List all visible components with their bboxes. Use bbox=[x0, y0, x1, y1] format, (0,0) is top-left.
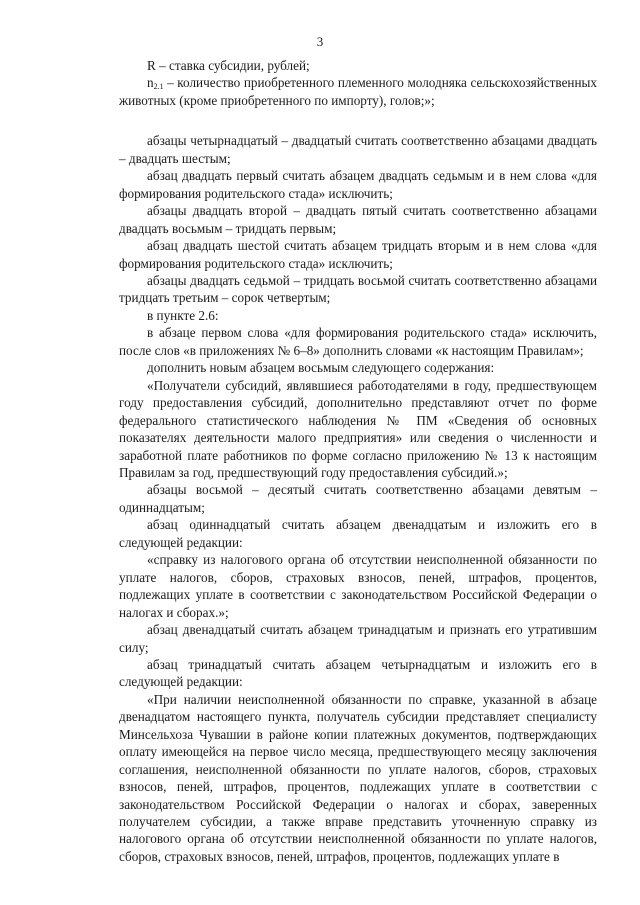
paragraph: абзацы восьмой – десятый считать соответственно абзацами девятым – одиннадцатым; bbox=[119, 482, 597, 515]
variable-n-symbol: n bbox=[147, 75, 154, 91]
paragraph: абзацы четырнадцатый – двадцатый считать соответственно абзацами двадцать – двадцать шестым; bbox=[119, 133, 597, 166]
paragraph: абзацы двадцать седьмой – тридцать восьмой считать соответственно абзацами тридцать третьим – сорок четвертым; bbox=[119, 272, 597, 306]
paragraph-gap bbox=[119, 109, 597, 132]
paragraph: абзац тринадцатый считать абзацем четырнадцатым и изложить его в следующей редакции: bbox=[119, 656, 597, 690]
paragraph: «При наличии неисполненной обязанности по справке, указанной в абзаце двенадцатом настоящего пункта, получатель субсидии представляет специалисту Минсельхоза Чувашии в районе копии платежных документов, подтверждающих оплату имеющейся на первое число месяца, предшествующего месяцу заключения соглашения, неисполненной обязанности по уплате налогов, сборов, страховых взносов, пеней, штрафов, процентов, подлежащих уплате в соответствии с законодательством Российской Федерации о налогах и сборах, заверенных получателем субсидии, а также вправе представить уточненную справку из налогового органа об отсутствии неисполненной обязанности по уплате налогов, сборов, страховых взносов, пеней, штрафов, процентов, подлежащих уплате в bbox=[119, 691, 597, 864]
paragraph: «справку из налогового органа об отсутствии неисполненной обязанности по уплате налогов, сборов, страховых взносов, пеней, штрафов, процентов, подлежащих уплате в соответствии с законодательством Российской Федерации о налогах и сборах.»; bbox=[119, 552, 597, 620]
variable-n-text: – количество приобретенного племенного молодняка сельскохозяйственных животных (кроме приобретенного по импорту), голов;»; bbox=[119, 75, 597, 108]
document-body bbox=[119, 57, 597, 865]
variable-n-subscript: 2.1 bbox=[153, 82, 164, 92]
page-number: 3 bbox=[316, 34, 324, 49]
paragraph: абзацы двадцать второй – двадцать пятый считать соответственно абзацами двадцать восьмым – тридцать первым; bbox=[119, 203, 597, 236]
paragraph: «Получатели субсидий, являвшиеся работодателями в году, предшествующем году предоставления субсидий, дополнительно представляют отчет по форме федерального статистического наблюдения № ПМ «Сведения об основных показателях деятельности малого предприятия» или сведения о численности и заработной плате работников по форме согласно приложению № 13 к настоящим Правилам за год, предшествующий году предоставления субсидий.»; bbox=[119, 377, 597, 480]
variable-n-definition bbox=[119, 74, 597, 109]
paragraph: абзац двадцать первый считать абзацем двадцать седьмым и в нем слова «для формирования родительского стада» исключить; bbox=[119, 168, 597, 201]
paragraph: дополнить новым абзацем восьмым следующего содержания: bbox=[147, 360, 495, 376]
paragraph: в абзаце первом слова «для формирования родительского стада» исключить, после слов «в приложениях № 6–8» дополнить словами «к настоящим Правилам»; bbox=[119, 325, 597, 358]
variable-r-definition: R – ставка субсидии, рублей; bbox=[147, 58, 310, 73]
paragraph: в пункте 2.6: bbox=[147, 307, 219, 323]
paragraph: абзац одиннадцатый считать абзацем двенадцатым и изложить его в следующей редакции: bbox=[119, 517, 597, 550]
paragraph: абзац двадцать шестой считать абзацем тридцать вторым и в нем слова «для формирования родительского стада» исключить; bbox=[119, 238, 597, 271]
paragraph: абзац двенадцатый считать абзацем тринадцатым и признать его утратившим силу; bbox=[119, 622, 597, 655]
